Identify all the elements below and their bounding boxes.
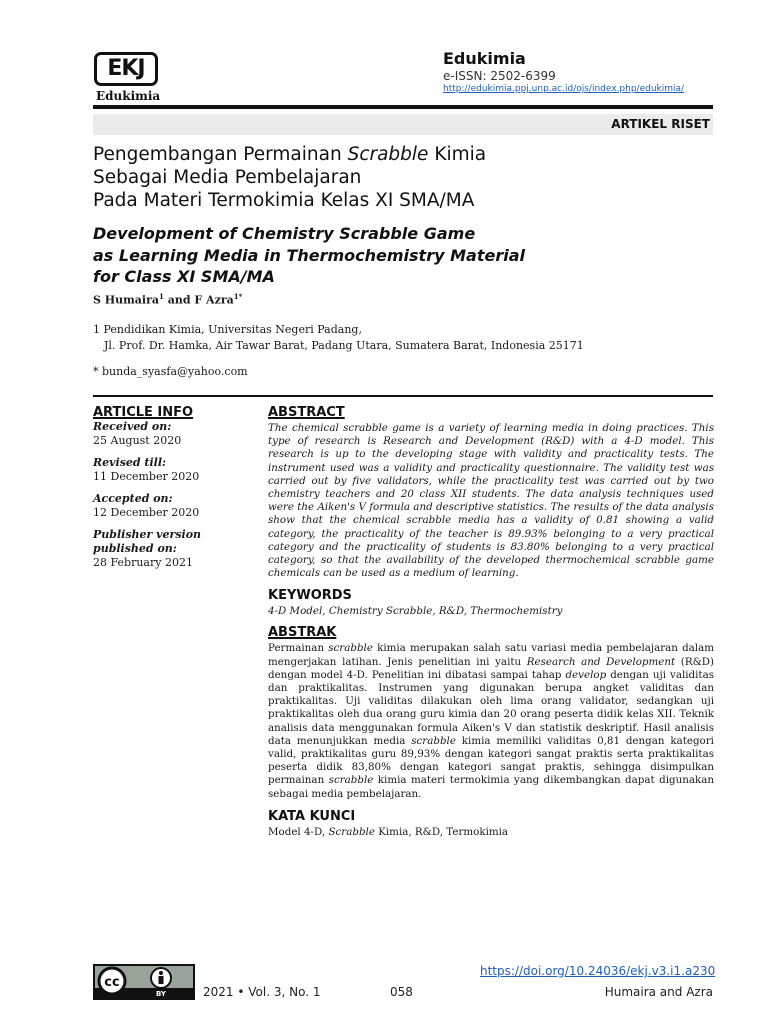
footer-authors: Humaira and Azra xyxy=(604,985,713,999)
title-id-italic: Scrabble xyxy=(347,144,429,165)
title-indonesian xyxy=(93,143,713,212)
abstrak-italic: Research and Development xyxy=(526,655,676,668)
accepted-label: Accepted on: xyxy=(93,492,173,505)
title-id-line-2: Sebagai Media Pembelajaran xyxy=(93,167,362,188)
journal-issn: e-ISSN: 2502-6399 xyxy=(443,69,556,83)
header-rule xyxy=(93,105,713,109)
article-info-heading: ARTICLE INFO xyxy=(93,405,194,420)
published-label-1: Publisher version xyxy=(93,528,202,541)
kata-kunci-italic: Scrabble xyxy=(328,825,375,838)
accepted-date: 12 December 2020 xyxy=(93,506,200,519)
title-id-part: Pengembangan Permainan xyxy=(93,144,348,165)
section-rule xyxy=(93,395,713,397)
abstract-heading: ABSTRACT xyxy=(268,405,345,420)
author-2: F Azra xyxy=(194,293,234,307)
title-id-line-3: Pada Materi Termokimia Kelas XI SMA/MA xyxy=(93,190,475,211)
abstrak-part: kimia materi termokimia yang dikembangkan dapat digunakan sebagai media pembelajaran. xyxy=(268,774,714,800)
author-list xyxy=(93,292,242,307)
abstrak-part: Permainan xyxy=(268,642,329,655)
author-1: S Humaira xyxy=(93,293,160,307)
revised-label: Revised till: xyxy=(93,456,167,469)
title-en-line-2: as Learning Media in Thermochemistry Material xyxy=(93,245,525,265)
journal-url-link[interactable]: http://edukimia.ppj.unp.ac.id/ojs/index.php/edukimia/ xyxy=(443,84,685,94)
journal-logo: EKJ xyxy=(94,52,158,86)
by-text: BY xyxy=(155,990,167,998)
kata-kunci-text xyxy=(268,826,714,838)
kata-kunci-part: Kimia, R&D, Termokimia xyxy=(374,825,509,838)
abstrak-heading: ABSTRAK xyxy=(268,625,337,641)
abstrak-part: (R&D) dengan model 4-D. Penelitian ini dibatasi sampai tahap xyxy=(268,655,715,681)
published-label-2: published on: xyxy=(93,542,177,555)
title-en-line-3: for Class XI SMA/MA xyxy=(93,267,275,286)
keywords-text: 4-D Model, Chemistry Scrabble, R&D, Thermochemistry xyxy=(268,605,563,618)
affiliation-line-2: Jl. Prof. Dr. Hamka, Air Tawar Barat, Padang Utara, Sumatera Barat, Indonesia 25171 xyxy=(104,339,584,352)
journal-name: Edukimia xyxy=(443,49,526,68)
cc-text: cc xyxy=(104,975,120,990)
article-info-panel xyxy=(93,405,253,578)
abstrak-italic: scrabble xyxy=(328,642,373,655)
author-1-affil: 1 xyxy=(159,292,164,301)
keywords-heading: KEYWORDS xyxy=(268,588,352,604)
abstract-text: The chemical scrabble game is a variety of learning media in doing practices. This type of research is Research and Development (R&D) with a 4-D model. This research is up to the developing stage with validity and practicality tests. The instrument used was a validity and practicality questionnaire. The validity test was carried out by five validators, while the practicality test was carried out by two chemistry teachers and 20 class XII students. The data analysis techniques used were the Aiken's V formula and descriptive statistics. The results of the data analysis show that the chemical scrabble media has a validity of 0.81 showing a valid category, the practicality of the teacher is 89.93% belonging to a very practical category and the practicality of students is 83.80% belonging to a very practical category, so that the availability of the developed thermochemical scrabble game chemicals can be used as a medium of learning. xyxy=(268,422,714,580)
abstrak-italic: develop xyxy=(565,668,607,681)
abstrak-part: kimia memiliki validitas 0,81 dengan kategori valid, praktikalitas guru 89,93% dengan kategori sangat praktis serta praktikalitas peserta didik 83,80% dengan kategori sangat praktis, sehingga disimpulkan permainan xyxy=(268,734,714,787)
author-and: and xyxy=(163,293,195,307)
received-date: 25 August 2020 xyxy=(93,434,182,447)
footer-volume: 2021 • Vol. 3, No. 1 xyxy=(203,985,321,999)
corresponding-email: * bunda_syasfa@yahoo.com xyxy=(93,365,248,378)
doi-link[interactable]: https://doi.org/10.24036/ekj.v3.i1.a230 xyxy=(480,964,716,978)
affiliation-line-1: 1 Pendidikan Kimia, Universitas Negeri Padang, xyxy=(93,323,362,336)
abstrak-part: kimia merupakan salah satu variasi media pembelajaran dalam mengerjakan latihan. Jenis penelitian ini yaitu xyxy=(268,642,714,668)
footer-page-number: 058 xyxy=(390,985,413,999)
revised-date: 11 December 2020 xyxy=(93,470,200,483)
cc-license-icon xyxy=(95,966,193,998)
abstrak-italic: scrabble xyxy=(328,774,374,787)
affiliation xyxy=(93,322,584,354)
cc-by-license-badge[interactable] xyxy=(93,964,195,1000)
published-date: 28 February 2021 xyxy=(93,556,193,569)
logo-subtitle: Edukimia xyxy=(96,89,161,103)
title-en-line-1: Development of Chemistry Scrabble Game xyxy=(93,224,476,243)
abstrak-italic: scrabble xyxy=(411,734,456,747)
article-type-band: ARTIKEL RISET xyxy=(93,114,713,135)
abstract-column xyxy=(268,405,714,838)
abstrak-text xyxy=(268,642,714,800)
author-2-affil: 1* xyxy=(233,292,243,301)
kata-kunci-part: Model 4-D, xyxy=(268,825,329,838)
title-english xyxy=(93,223,713,288)
title-id-line-1 xyxy=(93,143,713,166)
abstrak-part: dengan uji validitas dan praktikalitas. Instrumen yang digunakan berupa angket validitas dan praktikalitas. Uji validitas dilakukan oleh lima orang validator, sedangkan uji praktikalitas oleh dua orang guru kimia dan 20 orang peserta didik kelas XII. Teknik analisis data menggunakan formula Aiken's V dan statistik deskriptif. Hasil analisis data menunjukkan media xyxy=(268,668,714,747)
title-id-part: Kimia xyxy=(428,144,487,165)
kata-kunci-heading: KATA KUNCI xyxy=(268,808,356,824)
received-label: Received on: xyxy=(93,420,172,433)
